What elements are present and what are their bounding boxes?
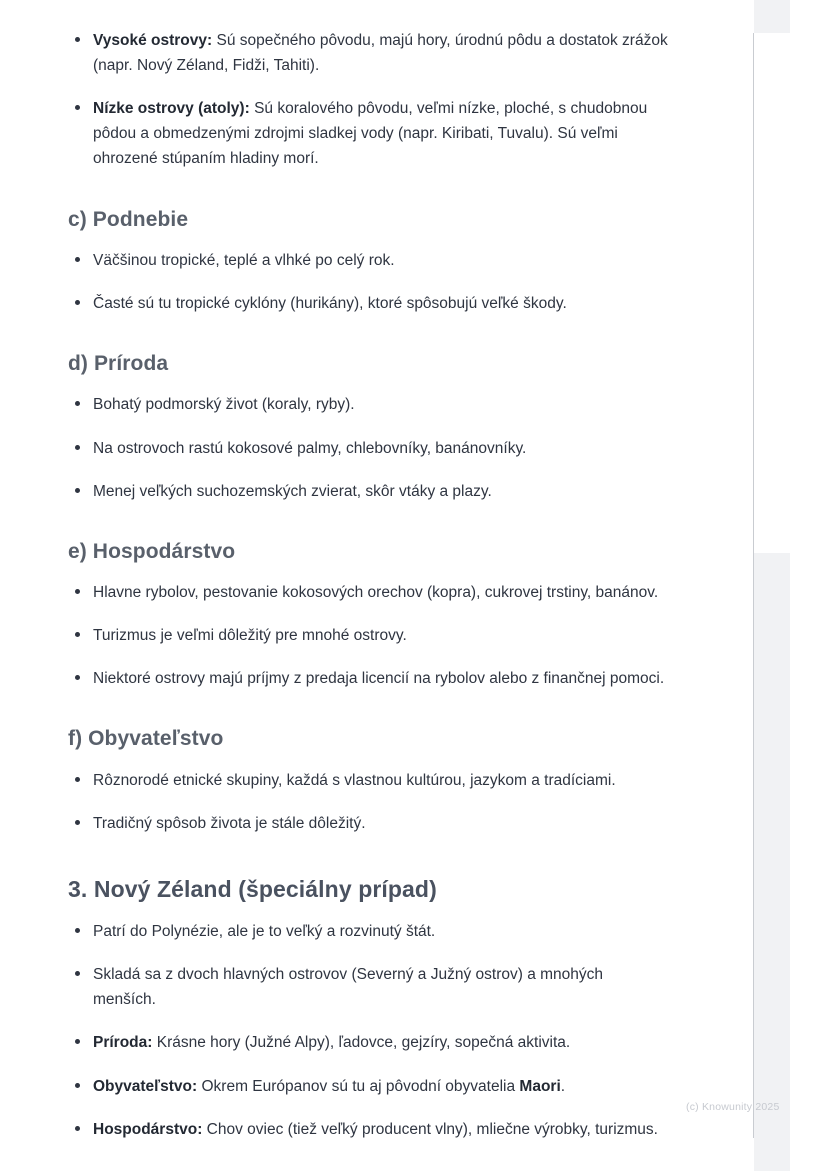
list-item-text: Hlavne rybolov, pestovanie kokosových orechov (kopra), cukrovej trstiny, banánov. <box>93 584 659 602</box>
list-item-text: Chov oviec (tiež veľký producent vlny), mliečne výrobky, turizmus. <box>202 1120 658 1138</box>
list-item <box>68 291 668 316</box>
island-types-list <box>68 28 668 172</box>
list-item-text: Turizmus je veľmi dôležitý pre mnohé ostrovy. <box>93 627 407 645</box>
list-item-text: Skladá sa z dvoch hlavných ostrovov (Severný a Južný ostrov) a mnohých menších. <box>93 966 604 1009</box>
list-item <box>68 96 668 171</box>
list-item-emphasis: Maori <box>519 1077 561 1095</box>
hospodarstvo-list <box>68 580 668 691</box>
heading-novy-zeland: 3. Nový Zéland (špeciálny prípad) <box>68 876 437 903</box>
list-item <box>68 768 668 793</box>
list-item-text: Väčšinou tropické, teplé a vlhké po celý rok. <box>93 251 395 269</box>
list-item-text: Okrem Európanov sú tu aj pôvodní obyvatelia <box>197 1077 520 1095</box>
list-item <box>68 392 668 417</box>
list-item <box>68 248 668 273</box>
list-item <box>68 919 668 944</box>
watermark: (c) Knowunity 2025 <box>686 1101 780 1113</box>
list-item-lead: Vysoké ostrovy: <box>93 32 213 49</box>
list-item <box>68 28 668 78</box>
priroda-list <box>68 392 668 503</box>
list-item-tail: . <box>560 1077 566 1095</box>
list-item <box>68 1117 668 1142</box>
list-item <box>68 479 668 504</box>
list-item <box>68 623 668 648</box>
list-item-lead: Hospodárstvo: <box>93 1120 203 1138</box>
heading-obyvatelstvo: f) Obyvateľstvo <box>68 727 224 751</box>
heading-hospodarstvo: e) Hospodárstvo <box>68 539 236 563</box>
list-item-lead: Obyvateľstvo: <box>93 1077 198 1095</box>
list-item-text: Niektoré ostrovy majú príjmy z predaja licencií na rybolov alebo z finančnej pomoci. <box>93 670 665 688</box>
list-item-lead: Nízke ostrovy (atoly): <box>93 100 250 118</box>
novy-zeland-list <box>68 919 668 1142</box>
list-item-text: Sú koralového pôvodu, veľmi nízke, ploché, s chudobnou pôdou a obmedzenými zdrojmi sladkej vody (napr. Kiribati, Tuvalu). Sú veľmi ohrozené stúpaním hladiny morí. <box>93 100 648 168</box>
list-item-lead: Príroda: <box>93 1034 153 1052</box>
list-item <box>68 1030 668 1055</box>
heading-priroda: d) Príroda <box>68 352 169 376</box>
list-item <box>68 811 668 836</box>
list-item-text: Sú sopečného pôvodu, majú hory, úrodnú pôdu a dostatok zrážok (napr. Nový Zéland, Fidži, Tahiti). <box>93 32 668 75</box>
list-item <box>68 962 668 1012</box>
list-item-text: Časté sú tu tropické cyklóny (hurikány), ktoré spôsobujú veľké škody. <box>93 295 567 312</box>
list-item-text: Bohatý podmorský život (koraly, ryby). <box>93 396 355 414</box>
list-item-text: Rôznorodé etnické skupiny, každá s vlastnou kultúrou, jazykom a tradíciami. <box>93 771 616 789</box>
list-item-text: Krásne hory (Južné Alpy), ľadovce, gejzíry, sopečná aktivita. <box>152 1034 571 1052</box>
heading-podnebie: c) Podnebie <box>68 207 189 231</box>
page-edge-divider <box>753 33 754 1138</box>
list-item <box>68 580 668 605</box>
obyvatelstvo-list <box>68 768 668 836</box>
list-item-text: Patrí do Polynézie, ale je to veľký a rozvinutý štát. <box>93 923 436 941</box>
scrollbar-thumb[interactable] <box>754 33 790 553</box>
podnebie-list <box>68 248 668 316</box>
list-item-text: Tradičný spôsob života je stále dôležitý. <box>93 814 366 832</box>
list-item-text: Na ostrovoch rastú kokosové palmy, chlebovníky, banánovníky. <box>93 439 527 457</box>
list-item-text: Menej veľkých suchozemských zvierat, skôr vtáky a plazy. <box>93 482 492 500</box>
list-item <box>68 666 668 691</box>
list-item <box>68 436 668 461</box>
list-item <box>68 1074 668 1099</box>
document-content <box>68 28 668 1142</box>
